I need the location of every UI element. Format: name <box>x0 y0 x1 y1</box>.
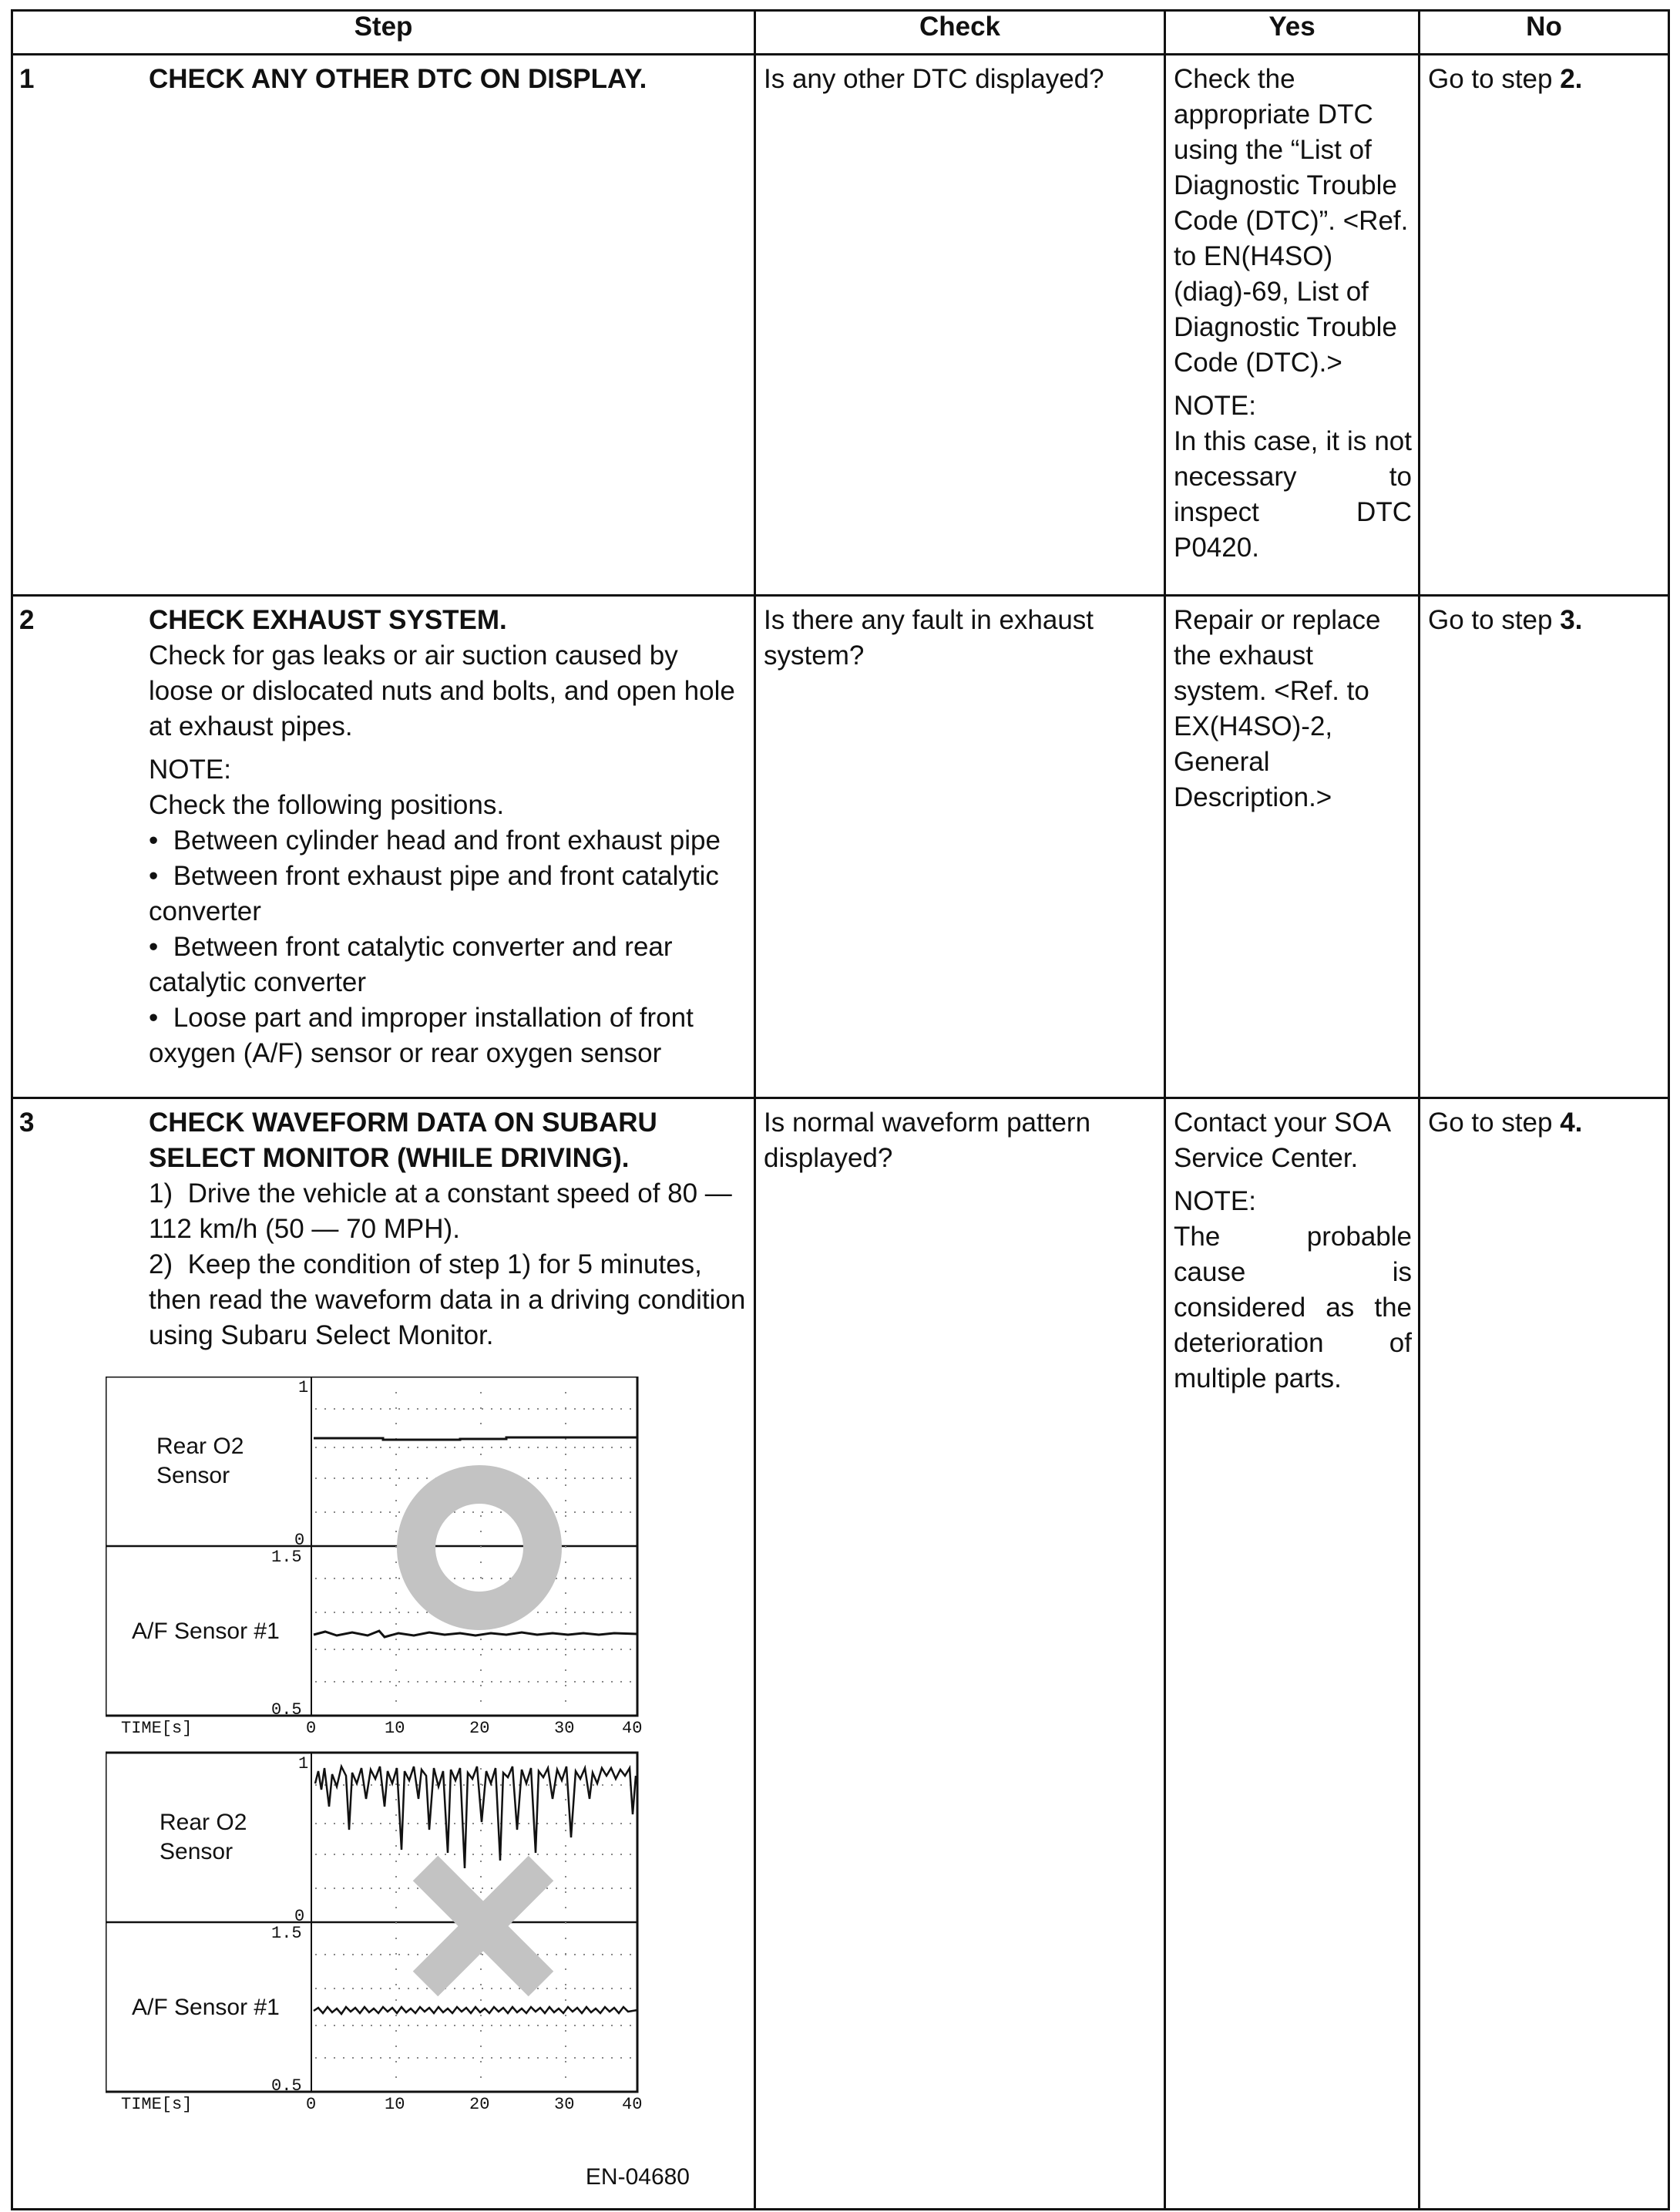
diagnostic-table <box>11 9 1670 2210</box>
x-tick: 40 <box>622 2095 643 2114</box>
yes-note-label: NOTE: <box>1174 1186 1256 1216</box>
yes-cell <box>1165 1098 1420 2210</box>
check-text: Is there any fault in exhaust system? <box>764 605 1094 671</box>
y-min-top: 0 <box>294 1907 305 1926</box>
yes-cell <box>1165 55 1420 596</box>
y-max-top: 1 <box>298 1378 309 1397</box>
time-label: TIME[s] <box>121 1719 193 1738</box>
step-title: CHECK ANY OTHER DTC ON DISPLAY. <box>149 64 647 94</box>
check-text: Is any other DTC displayed? <box>764 64 1104 94</box>
no-cell <box>1420 55 1669 596</box>
step-cell <box>12 55 755 596</box>
af-sensor-label: A/F Sensor #1 <box>132 1995 280 2020</box>
note-intro: Check the following positions. <box>149 790 505 820</box>
x-tick: 40 <box>622 1719 643 1738</box>
step-cell <box>12 596 755 1098</box>
table-row <box>12 55 1669 596</box>
note-bullet: • Between cylinder head and front exhaust pipe <box>149 825 721 856</box>
no-prefix: Go to step <box>1428 64 1561 94</box>
header-yes: Yes <box>1165 11 1420 55</box>
rear-o2-label-2: Sensor <box>160 1839 234 1864</box>
note-bullet: • Between front catalytic converter and rear catalytic converter <box>149 932 673 997</box>
y-max-bottom: 1.5 <box>271 1548 302 1567</box>
no-prefix: Go to step <box>1428 605 1561 635</box>
step-number: 1 <box>19 64 35 94</box>
no-cell <box>1420 1098 1669 2210</box>
rear-o2-label-1: Rear O2 <box>156 1434 244 1459</box>
note-label: NOTE: <box>149 755 231 785</box>
cross-ng-icon <box>425 1868 541 1984</box>
yes-note: The probable cause is considered as the deterioration of multiple parts. <box>1174 1222 1412 1393</box>
x-tick: 10 <box>385 2095 405 2114</box>
header-check: Check <box>755 11 1165 55</box>
rear-o2-label-1: Rear O2 <box>160 1810 247 1835</box>
step-title: CHECK EXHAUST SYSTEM. <box>149 605 507 635</box>
no-step: 2. <box>1560 64 1583 94</box>
rear-o2-label-2: Sensor <box>156 1463 230 1488</box>
check-cell <box>755 1098 1165 2210</box>
table-row <box>12 1098 1669 2210</box>
yes-text: Repair or replace the exhaust system. <Ref. to EX(H4SO)-2, General Description.> <box>1174 605 1381 812</box>
table-row <box>12 596 1669 1098</box>
yes-cell <box>1165 596 1420 1098</box>
waveform-figure <box>106 1377 707 2200</box>
time-label: TIME[s] <box>121 2095 193 2114</box>
y-min-top: 0 <box>294 1531 305 1550</box>
note-bullet: • Loose part and improper installation of front oxygen (A/F) sensor or rear oxygen sensor <box>149 1003 694 1068</box>
header-no: No <box>1420 11 1669 55</box>
yes-note-label: NOTE: <box>1174 391 1256 421</box>
yes-text: Contact your SOA Service Center. <box>1174 1108 1390 1173</box>
header-step: Step <box>12 11 755 55</box>
no-step: 3. <box>1560 605 1583 635</box>
y-min-bottom: 0.5 <box>271 1700 302 1720</box>
x-tick: 10 <box>385 1719 405 1738</box>
step-number: 2 <box>19 605 35 635</box>
note-bullet: • Between front exhaust pipe and front catalytic converter <box>149 861 719 926</box>
step-number: 3 <box>19 1108 35 1138</box>
x-tick: 0 <box>306 1719 317 1738</box>
circle-ok-icon <box>416 1484 543 1611</box>
no-cell <box>1420 596 1669 1098</box>
x-tick: 20 <box>469 1719 490 1738</box>
procedure-step: 1) Drive the vehicle at a constant speed of 80 — 112 km/h (50 — 70 MPH). <box>149 1178 732 1244</box>
y-min-bottom: 0.5 <box>271 2076 302 2096</box>
waveform-panel-normal <box>106 1377 642 1738</box>
procedure-step: 2) Keep the condition of step 1) for 5 minutes, then read the waveform data in a driving condition using Subaru Select Monitor. <box>149 1249 746 1350</box>
waveform-panel-abnormal <box>106 1753 642 2114</box>
no-step: 4. <box>1560 1108 1583 1138</box>
no-prefix: Go to step <box>1428 1108 1561 1138</box>
y-max-top: 1 <box>298 1754 309 1773</box>
x-tick: 30 <box>554 1719 575 1738</box>
step-cell <box>12 1098 755 2210</box>
x-tick: 30 <box>554 2095 575 2114</box>
y-max-bottom: 1.5 <box>271 1924 302 1943</box>
yes-text: Check the appropriate DTC using the “List of Diagnostic Trouble Code (DTC)”. <Ref. to EN(H4SO)(diag)-69, List of Diagnostic Trouble Code (DTC).> <box>1174 64 1409 378</box>
x-tick: 0 <box>306 2095 317 2114</box>
af-sensor-label: A/F Sensor #1 <box>132 1619 280 1644</box>
check-cell <box>755 596 1165 1098</box>
step-title: CHECK WAVEFORM DATA ON SUBARU SELECT MONITOR (WHILE DRIVING). <box>149 1108 657 1173</box>
figure-id: EN-04680 <box>585 2164 690 2190</box>
yes-note: In this case, it is not necessary to inspect DTC P0420. <box>1174 426 1412 563</box>
table-header-row <box>12 11 1669 55</box>
check-text: Is normal waveform pattern displayed? <box>764 1108 1091 1173</box>
step-description: Check for gas leaks or air suction caused by loose or dislocated nuts and bolts, and open hole at exhaust pipes. <box>149 640 735 741</box>
check-cell <box>755 55 1165 596</box>
x-tick: 20 <box>469 2095 490 2114</box>
